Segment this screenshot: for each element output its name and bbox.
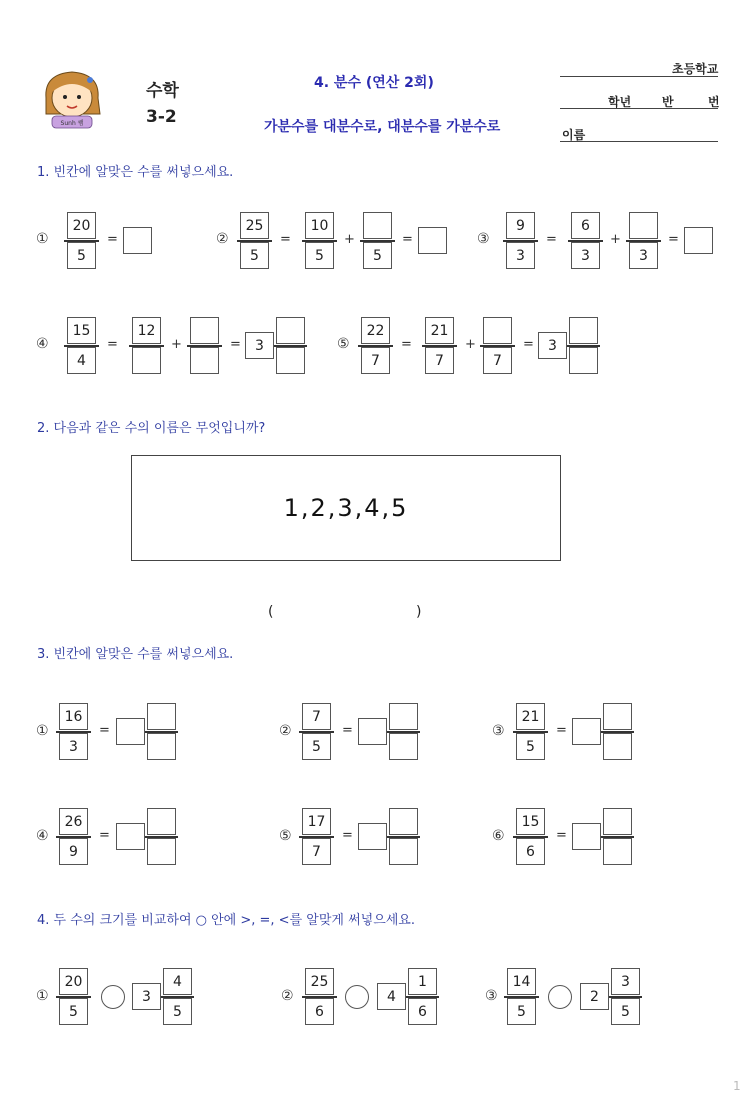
item-number: ⑤ [337,336,350,352]
denominator: 3 [571,242,600,269]
answer-box[interactable] [190,317,219,344]
numerator: 3 [611,968,640,995]
item-number: ③ [485,988,498,1004]
denominator: 9 [59,838,88,865]
section1-title: 1. 빈칸에 알맞은 수를 써넣으세요. [37,165,234,180]
plus-sign: + [171,337,182,352]
denominator-answer-box[interactable] [147,733,176,760]
denominator-answer-box[interactable] [389,733,418,760]
numerator: 12 [132,317,161,344]
answer-box[interactable] [123,227,152,254]
grade-label: 학년 [608,95,632,109]
compare-circle[interactable] [345,985,369,1009]
item-number: ④ [36,336,49,352]
numerator: 20 [59,968,88,995]
equals-sign: = [523,337,534,352]
numerator: 21 [516,703,545,730]
page-title: 4. 분수 (연산 2회) [314,75,434,91]
item-number: ① [36,988,49,1004]
answer-blank[interactable] [280,602,410,622]
numerator: 26 [59,808,88,835]
numerator: 14 [507,968,536,995]
denominator-answer-box[interactable] [603,838,632,865]
denominator: 7 [425,347,454,374]
denominator: 5 [305,242,334,269]
item-number: ① [36,231,49,247]
denominator: 5 [302,733,331,760]
whole-number: 3 [538,332,567,359]
equals-sign: = [107,232,118,247]
section2-title: 2. 다음과 같은 수의 이름은 무엇입니까? [37,421,266,436]
whole-number: 3 [245,332,274,359]
equals-sign: = [107,337,118,352]
whole-answer-box[interactable] [116,718,145,745]
answer-box[interactable] [483,317,512,344]
whole-answer-box[interactable] [358,823,387,850]
numbers-box: 1,2,3,4,5 [131,455,561,561]
numerator: 25 [305,968,334,995]
denominator: 5 [363,242,392,269]
equals-sign: = [556,723,567,738]
subject: 수학 [146,81,179,101]
numerator: 21 [425,317,454,344]
equals-sign: = [546,232,557,247]
numerator-answer-box[interactable] [389,703,418,730]
numerator: 22 [361,317,390,344]
numerator: 9 [506,212,535,239]
denominator: 6 [408,998,437,1025]
equals-sign: = [668,232,679,247]
numerator: 15 [516,808,545,835]
numerator: 4 [163,968,192,995]
answer-box[interactable] [132,347,161,374]
equals-sign: = [99,828,110,843]
denominator: 5 [59,998,88,1025]
plus-sign: + [465,337,476,352]
class-line [560,108,718,109]
answer-box[interactable] [569,317,598,344]
answer-box[interactable] [569,347,598,374]
answer-box[interactable] [684,227,713,254]
whole-answer-box[interactable] [572,823,601,850]
numerator: 10 [305,212,334,239]
equals-sign: = [230,337,241,352]
denominator: 7 [483,347,512,374]
denominator: 5 [507,998,536,1025]
denominator: 4 [67,347,96,374]
compare-circle[interactable] [548,985,572,1009]
denominator-answer-box[interactable] [389,838,418,865]
numerator: 7 [302,703,331,730]
item-number: ② [279,723,292,739]
denominator: 5 [163,998,192,1025]
answer-box[interactable] [190,347,219,374]
numerator: 16 [59,703,88,730]
numerator: 17 [302,808,331,835]
numerator-answer-box[interactable] [147,808,176,835]
name-label: 이름 [562,128,586,142]
denominator: 7 [361,347,390,374]
numerator-answer-box[interactable] [147,703,176,730]
answer-box[interactable] [629,212,658,239]
equals-sign: = [402,232,413,247]
denominator: 7 [302,838,331,865]
item-number: ③ [477,231,490,247]
page-number: 1 [733,1079,741,1093]
numerator: 25 [240,212,269,239]
equals-sign: = [342,828,353,843]
plus-sign: + [344,232,355,247]
item-number: ② [281,988,294,1004]
denominator: 6 [516,838,545,865]
answer-box[interactable] [276,317,305,344]
class-label: 반 [662,95,674,109]
numerator-answer-box[interactable] [603,808,632,835]
answer-box[interactable] [363,212,392,239]
denominator: 3 [629,242,658,269]
whole-number: 4 [377,983,406,1010]
denominator: 6 [305,998,334,1025]
denominator: 3 [59,733,88,760]
equals-sign: = [556,828,567,843]
item-number: ⑥ [492,828,505,844]
equals-sign: = [280,232,291,247]
compare-circle[interactable] [101,985,125,1009]
whole-answer-box[interactable] [572,718,601,745]
denominator-answer-box[interactable] [147,838,176,865]
answer-box[interactable] [276,347,305,374]
equals-sign: = [99,723,110,738]
section4-title: 4. 두 수의 크기를 비교하여 ○ 안에 >, =, <를 알맞게 써넣으세요. [37,913,415,928]
denominator: 5 [67,242,96,269]
answer-box[interactable] [418,227,447,254]
numerator: 1 [408,968,437,995]
item-number: ② [216,231,229,247]
section3-title: 3. 빈칸에 알맞은 수를 써넣으세요. [37,647,234,662]
numerator: 6 [571,212,600,239]
equals-sign: = [401,337,412,352]
grade: 3-2 [146,107,177,127]
denominator-answer-box[interactable] [603,733,632,760]
numerator-answer-box[interactable] [603,703,632,730]
whole-number: 2 [580,983,609,1010]
answer-open-paren: ( [268,604,274,620]
page-subtitle: 가분수를 대분수로, 대분수를 가분수로 [264,119,501,135]
answer-close-paren: ) [416,604,422,620]
numerator: 20 [67,212,96,239]
item-number: ① [36,723,49,739]
plus-sign: + [610,232,621,247]
denominator: 5 [240,242,269,269]
number-label: 번 [708,95,720,109]
school-label: 초등학교 [672,62,719,76]
denominator: 5 [516,733,545,760]
item-number: ③ [492,723,505,739]
item-number: ④ [36,828,49,844]
whole-answer-box[interactable] [116,823,145,850]
numerator-answer-box[interactable] [389,808,418,835]
whole-answer-box[interactable] [358,718,387,745]
svg-text:Sunh 쌤: Sunh 쌤 [60,120,84,127]
numerator: 15 [67,317,96,344]
item-number: ⑤ [279,828,292,844]
denominator: 5 [611,998,640,1025]
denominator: 3 [506,242,535,269]
whole-number: 3 [132,983,161,1010]
equals-sign: = [342,723,353,738]
girl-avatar [38,68,108,130]
